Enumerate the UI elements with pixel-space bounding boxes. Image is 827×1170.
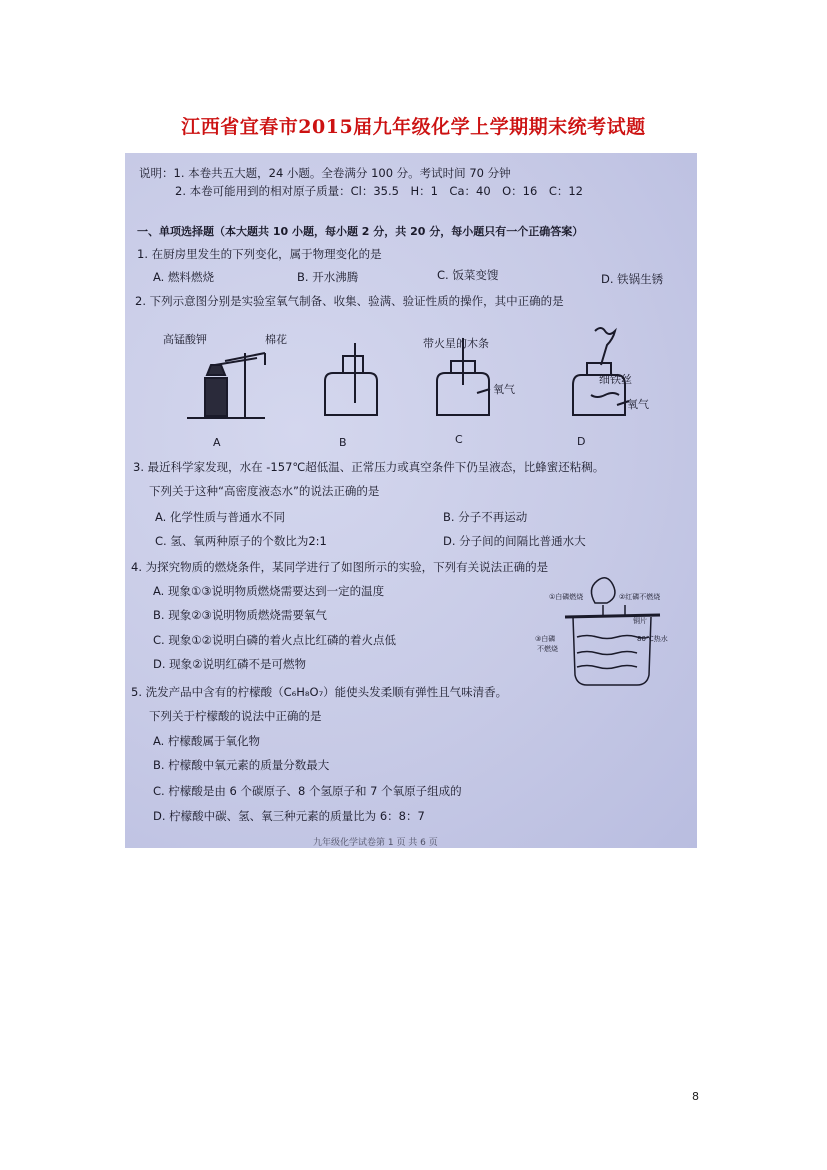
document-title: 江西省宜春市2015届九年级化学上学期期末统考试题 — [181, 116, 646, 138]
instructions-line-2: 2. 本卷可能用到的相对原子质量：Cl：35.5 H：1 Ca：40 O：16 C：12 — [175, 184, 583, 198]
q5-option-b: B. 柠檬酸中氧元素的质量分数最大 — [153, 758, 330, 772]
question-4-stem: 4. 为探究物质的燃烧条件，某同学进行了如图所示的实验，下列有关说法正确的是 — [131, 560, 549, 574]
q5-option-c: C. 柠檬酸是由 6 个碳原子、8 个氢原子和 7 个氧原子组成的 — [153, 784, 462, 798]
figure-letter-b: B — [339, 436, 347, 449]
fig4-label-hot-water: 80℃热水 — [637, 635, 668, 643]
q3-option-b: B. 分子不再运动 — [443, 510, 528, 524]
section-heading: 一、单项选择题（本大题共 10 小题，每小题 2 分，共 20 分，每小题只有一个正确答案） — [137, 225, 584, 238]
q4-option-b: B. 现象②③说明物质燃烧需要氧气 — [153, 608, 327, 622]
q3-option-c: C. 氢、氧两种原子的个数比为2:1 — [155, 534, 327, 548]
q4-option-c: C. 现象①②说明白磷的着火点比红磷的着火点低 — [153, 633, 396, 647]
question-3-stem-2: 下列关于这种“高密度液态水”的说法正确的是 — [149, 484, 380, 498]
page-number: 8 — [692, 1090, 699, 1103]
instructions-line-1: 说明：1. 本卷共五大题，24 小题。全卷满分 100 分。考试时间 70 分钟 — [139, 166, 511, 180]
question-3-stem: 3. 最近科学家发现，水在 -157℃超低温、正常压力或真空条件下仍呈液态，比蜂蜜还粘稠。 — [133, 460, 605, 474]
q4-option-d: D. 现象②说明红磷不是可燃物 — [153, 657, 306, 671]
a-label-potassium-permanganate: 高锰酸钾 — [163, 333, 207, 346]
q3-option-a: A. 化学性质与普通水不同 — [155, 510, 285, 524]
q4-option-a: A. 现象①③说明物质燃烧需要达到一定的温度 — [153, 584, 385, 598]
d-label-iron-wire: 细铁丝 — [599, 373, 632, 386]
question-1-stem: 1. 在厨房里发生的下列变化，属于物理变化的是 — [137, 247, 382, 261]
scan-footer: 九年级化学试卷第 1 页 共 6 页 — [313, 838, 438, 848]
q5-option-a: A. 柠檬酸属于氧化物 — [153, 734, 260, 748]
q1-option-d: D. 铁锅生锈 — [601, 272, 664, 286]
scanned-exam-page — [125, 153, 697, 848]
q1-option-b: B. 开水沸腾 — [297, 270, 359, 284]
c-label-glowing-stick: 带火星的木条 — [423, 337, 489, 350]
figure-letter-c: C — [455, 433, 463, 446]
q1-option-c: C. 饭菜变馊 — [437, 268, 499, 282]
figure-letter-a: A — [213, 436, 221, 449]
question-5-stem-2: 下列关于柠檬酸的说法中正确的是 — [149, 709, 322, 723]
q3-option-d: D. 分子间的间隔比普通水大 — [443, 534, 586, 548]
q1-option-a: A. 燃料燃烧 — [153, 270, 214, 284]
q5-option-d: D. 柠檬酸中碳、氢、氧三种元素的质量比为 6：8：7 — [153, 809, 425, 823]
question-5-stem: 5. 洗发产品中含有的柠檬酸（C₆H₈O₇）能使头发柔顺有弹性且气味清香。 — [131, 685, 508, 699]
fig4-label-white-p-burns: ①白磷燃烧 — [549, 593, 584, 601]
d-label-oxygen: 氧气 — [627, 398, 649, 411]
c-label-oxygen: 氧气 — [493, 383, 515, 396]
fig4-label-copper: 铜片 — [633, 617, 647, 625]
fig4-label-white-p: ③白磷 — [535, 635, 556, 643]
a-label-cotton: 棉花 — [265, 333, 287, 346]
figure-letter-d: D — [577, 435, 586, 448]
fig4-label-not-burn: 不燃烧 — [537, 645, 558, 653]
fig4-label-red-p: ②红磷不燃烧 — [619, 593, 661, 601]
question-2-stem: 2. 下列示意图分别是实验室氧气制备、收集、验满、验证性质的操作，其中正确的是 — [135, 294, 564, 308]
